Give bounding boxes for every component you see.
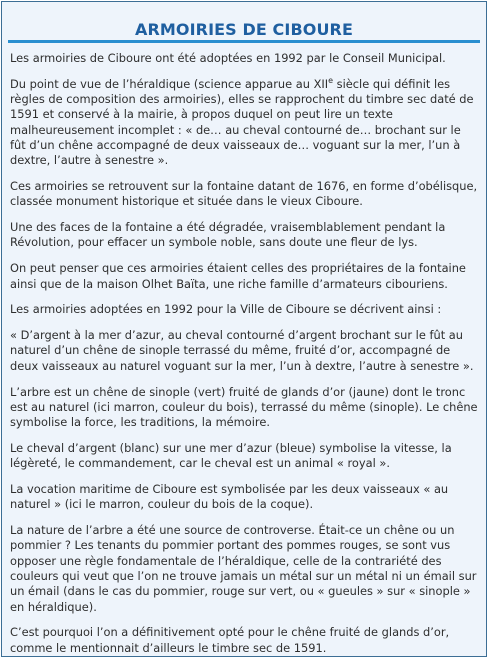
paragraph-degraded-face: Une des faces de la fontaine a été dégradée, vraisemblablement pendant la Révolution, pour effacer un symbole noble, sans doute une fleur de lys. xyxy=(10,220,446,250)
paragraph-owners: On peut penser que ces armoiries étaient celles des propriétaires de la fontaine ainsi que de la maison Olhet Baïta, une riche famille d’armateurs cibouriens. xyxy=(10,261,466,291)
paragraph-blazon: « D’argent à la mer d’azur, au cheval contourné d’argent brochant sur le fût au naturel d’un chêne de sinople terrassé du même, fruité d’or, accompagné de deux vaisseaux au naturel voguant sur la mer, l’un à dextre, l’autre à senestre ». xyxy=(10,328,474,373)
paragraph-ships: La vocation maritime de Ciboure est symbolisée par les deux vaisseaux « au naturel » (ici le marron, couleur du bois de la coque). xyxy=(10,482,449,512)
paragraph-fountain: Ces armoiries se retrouvent sur la fontaine datant de 1676, en forme d’obélisque, classée monument historique et située dans le vieux Ciboure. xyxy=(10,179,478,209)
heraldry-text-start: Du point de vue de l’héraldique (science apparue au XII xyxy=(10,76,329,91)
article-panel xyxy=(1,1,487,657)
paragraph-conclusion: C’est pourquoi l’on a définitivement opté pour le chêne fruité de glands d’or, comme le mentionnait d’ailleurs le timbre sec de 1591. xyxy=(10,625,450,655)
page-title: ARMOIRIES DE CIBOURE xyxy=(135,20,353,39)
century-superscript: e xyxy=(328,76,334,85)
paragraph-heraldry xyxy=(10,77,478,169)
paragraph-adoption: Les armoiries de Ciboure ont été adoptées en 1992 par le Conseil Municipal. xyxy=(10,51,446,65)
heraldry-text-end: siècle qui définit les règles de composition des armoiries), elles se rapprochent du timbre sec daté de 1591 et conservé à la mairie, à propos duquel on peut lire un texte malheureusement incomplet : « de… au cheval contourné de… brochant sur le fût d’un chêne accompagné de deux vaisseaux de… voguant sur la mer, l’un à dextre, l’autre à senestre ». xyxy=(10,76,474,168)
article-body xyxy=(2,43,486,656)
paragraph-controversy: La nature de l’arbre a été une source de controverse. Était-ce un chêne ou un pommier ? Les tenants du pommier portant des pommes rouges, se sont vus opposer une règle fondamentale de l’héraldique, celle de la contrariété des couleurs qui veut que l’on ne trouve jamais un métal sur un métal ni un émail sur un émail (dans le cas du pommier, rouge sur vert, ou « gueules » sur « sinople » en héraldique). xyxy=(10,523,477,614)
paragraph-description-intro: Les armoiries adoptées en 1992 pour la Ville de Ciboure se décrivent ainsi : xyxy=(10,302,442,317)
paragraph-horse: Le cheval d’argent (blanc) sur une mer d’azur (bleue) symbolise la vitesse, la légèreté, le commandement, car le cheval est un animal « royal ». xyxy=(10,440,452,471)
paragraph-tree: L’arbre est un chêne de sinople (vert) fruité de glands d’or (jaune) dont le tronc est au naturel (ici marron, couleur du bois), terrassé du même (sinople). Le chêne symbolise la force, les traditions, la mémoire. xyxy=(10,384,478,430)
